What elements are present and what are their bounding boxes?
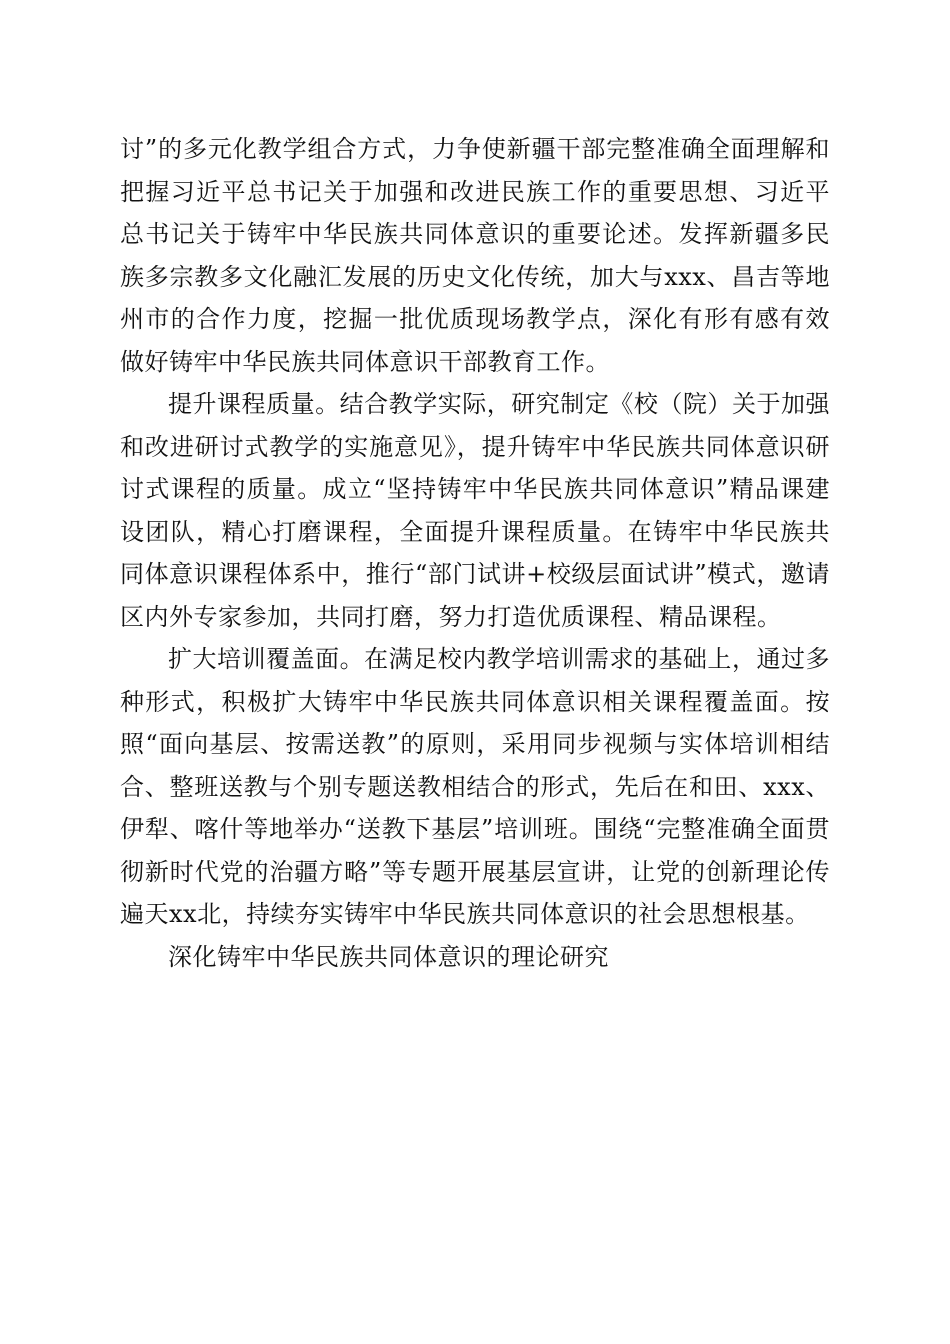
paragraph-course-quality: 提升课程质量。结合教学实际，研究制定《校（院）关于加强和改进研讨式教学的实施意见》，提升铸牢中华民族共同体意识研讨式课程的质量。成立“坚持铸牢中华民族共同体意识”精品课建设团队，精心打磨课程，全面提升课程质量。在铸牢中华民族共同体意识课程体系中，推行“部门试讲+校级层面试讲”模式，邀请区内外专家参加，共同打磨，努力打造优质课程、精品课程。 [120, 390, 830, 631]
document-body [120, 128, 830, 978]
section-heading: 深化铸牢中华民族共同体意识的理论研究 [168, 942, 609, 971]
paragraph-training-coverage: 扩大培训覆盖面。在满足校内教学培训需求的基础上，通过多种形式，积极扩大铸牢中华民族共同体意识相关课程覆盖面。按照“面向基层、按需送教”的原则，采用同步视频与实体培训相结合、整班送教与个别专题送教相结合的形式，先后在和田、xxx、伊犁、喀什等地举办“送教下基层”培训班。围绕“完整准确全面贯彻新时代党的治疆方略”等专题开展基层宣讲，让党的创新理论传遍天xx北，持续夯实铸牢中华民族共同体意识的社会思想根基。 [120, 645, 830, 928]
paragraph-continuation: 讨”的多元化教学组合方式，力争使新疆干部完整准确全面理解和把握习近平总书记关于加强和改进民族工作的重要思想、习近平总书记关于铸牢中华民族共同体意识的重要论述。发挥新疆多民族多宗教多文化融汇发展的历史文化传统，加大与xxx、昌吉等地州市的合作力度，挖掘一批优质现场教学点，深化有形有感有效做好铸牢中华民族共同体意识干部教育工作。 [120, 135, 830, 376]
